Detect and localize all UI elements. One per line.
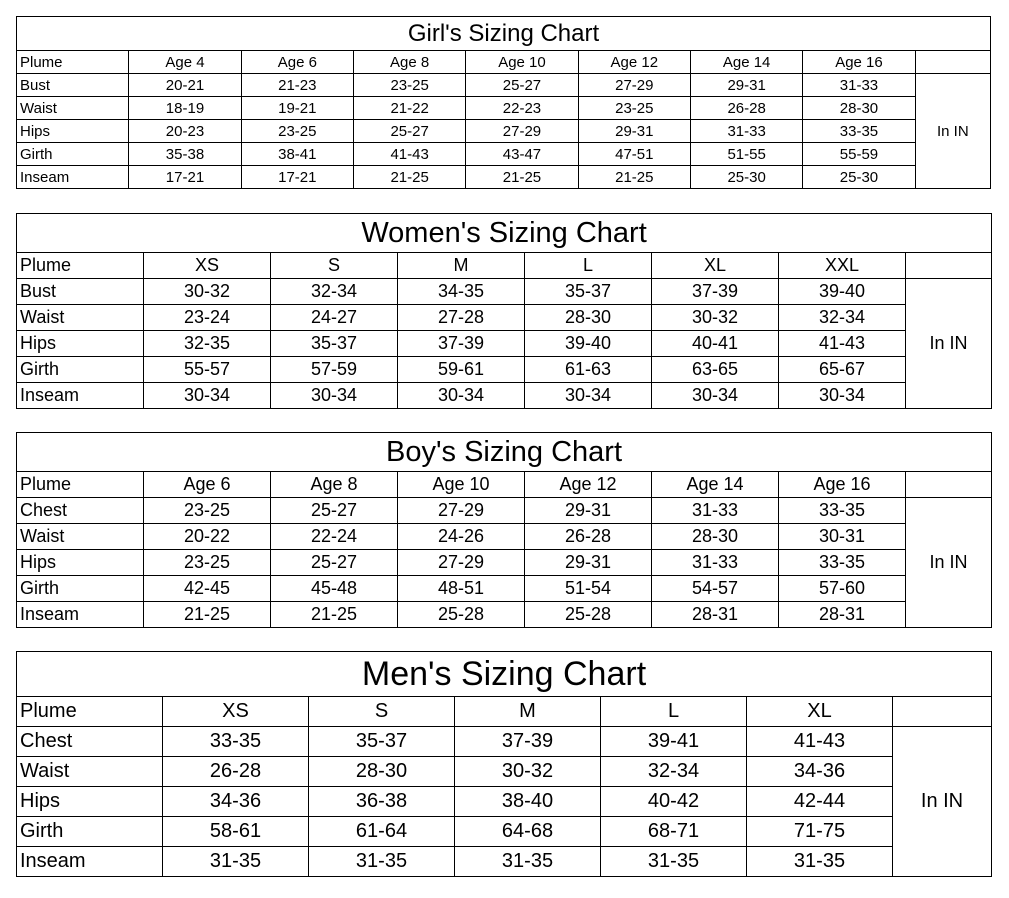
row-label: Girth <box>17 817 163 847</box>
size-value: 41-43 <box>747 727 893 757</box>
size-value: 25-27 <box>466 74 578 97</box>
size-value: 37-39 <box>398 331 525 357</box>
size-value: 32-35 <box>144 331 271 357</box>
size-value: 31-33 <box>652 550 779 576</box>
row-label: Waist <box>17 757 163 787</box>
size-value: 42-44 <box>747 787 893 817</box>
size-value: 32-34 <box>601 757 747 787</box>
header-row <box>17 697 992 727</box>
size-value: 48-51 <box>398 576 525 602</box>
size-header: Age 10 <box>398 472 525 498</box>
size-value: 64-68 <box>455 817 601 847</box>
size-value: 45-48 <box>271 576 398 602</box>
size-value: 27-28 <box>398 305 525 331</box>
womens-sizing-table <box>16 213 992 409</box>
size-value: 23-25 <box>353 74 465 97</box>
size-value: 25-30 <box>803 166 915 189</box>
size-value: 65-67 <box>779 357 906 383</box>
unit-label: In IN <box>906 279 992 409</box>
size-value: 37-39 <box>455 727 601 757</box>
size-value: 28-31 <box>779 602 906 628</box>
size-value: 23-25 <box>578 97 690 120</box>
size-value: 35-37 <box>309 727 455 757</box>
size-value: 61-64 <box>309 817 455 847</box>
size-value: 29-31 <box>690 74 802 97</box>
size-value: 33-35 <box>779 550 906 576</box>
table-row <box>17 847 992 877</box>
row-label: Inseam <box>17 166 129 189</box>
size-value: 30-34 <box>144 383 271 409</box>
table-row <box>17 120 991 143</box>
size-header: Age 14 <box>690 51 802 74</box>
size-value: 27-29 <box>466 120 578 143</box>
row-label: Girth <box>17 143 129 166</box>
size-value: 25-27 <box>353 120 465 143</box>
size-value: 31-35 <box>163 847 309 877</box>
size-value: 32-34 <box>779 305 906 331</box>
chart-title: Women's Sizing Chart <box>17 214 992 253</box>
size-value: 29-31 <box>525 498 652 524</box>
size-value: 61-63 <box>525 357 652 383</box>
size-value: 28-30 <box>309 757 455 787</box>
size-value: 29-31 <box>525 550 652 576</box>
size-value: 23-25 <box>144 498 271 524</box>
table-row <box>17 331 992 357</box>
size-value: 38-41 <box>241 143 353 166</box>
size-value: 24-27 <box>271 305 398 331</box>
size-value: 30-32 <box>144 279 271 305</box>
table-row <box>17 279 992 305</box>
size-value: 29-31 <box>578 120 690 143</box>
size-value: 68-71 <box>601 817 747 847</box>
size-header: L <box>525 253 652 279</box>
table-row <box>17 383 992 409</box>
size-value: 71-75 <box>747 817 893 847</box>
table-row <box>17 787 992 817</box>
size-value: 18-19 <box>129 97 241 120</box>
size-value: 34-36 <box>163 787 309 817</box>
size-value: 28-30 <box>803 97 915 120</box>
girls-sizing-table <box>16 16 991 189</box>
size-value: 40-41 <box>652 331 779 357</box>
size-header: Age 12 <box>525 472 652 498</box>
size-value: 28-30 <box>525 305 652 331</box>
size-header: XXL <box>779 253 906 279</box>
chart-title: Men's Sizing Chart <box>17 652 992 697</box>
size-value: 30-34 <box>779 383 906 409</box>
size-header: XL <box>747 697 893 727</box>
row-label: Girth <box>17 576 144 602</box>
table-row <box>17 357 992 383</box>
size-header: Age 16 <box>803 51 915 74</box>
measure-header: Plume <box>17 697 163 727</box>
row-label: Hips <box>17 787 163 817</box>
row-label: Hips <box>17 120 129 143</box>
size-header: Age 8 <box>353 51 465 74</box>
table-row <box>17 727 992 757</box>
size-value: 27-29 <box>398 498 525 524</box>
table-row <box>17 576 992 602</box>
size-value: 59-61 <box>398 357 525 383</box>
table-row <box>17 305 992 331</box>
size-header: XS <box>163 697 309 727</box>
size-value: 57-60 <box>779 576 906 602</box>
table-row <box>17 74 991 97</box>
row-label: Chest <box>17 727 163 757</box>
size-value: 24-26 <box>398 524 525 550</box>
size-value: 20-23 <box>129 120 241 143</box>
header-row <box>17 472 992 498</box>
size-value: 17-21 <box>241 166 353 189</box>
size-value: 27-29 <box>398 550 525 576</box>
size-value: 63-65 <box>652 357 779 383</box>
size-value: 39-40 <box>779 279 906 305</box>
size-header: Age 10 <box>466 51 578 74</box>
measure-header: Plume <box>17 253 144 279</box>
size-value: 21-23 <box>241 74 353 97</box>
size-value: 26-28 <box>690 97 802 120</box>
title-row <box>17 214 992 253</box>
size-value: 33-35 <box>803 120 915 143</box>
size-value: 30-34 <box>652 383 779 409</box>
size-value: 51-55 <box>690 143 802 166</box>
row-label: Chest <box>17 498 144 524</box>
size-value: 33-35 <box>779 498 906 524</box>
size-value: 51-54 <box>525 576 652 602</box>
size-value: 34-35 <box>398 279 525 305</box>
size-value: 30-34 <box>271 383 398 409</box>
size-value: 25-30 <box>690 166 802 189</box>
row-label: Waist <box>17 97 129 120</box>
size-value: 30-34 <box>398 383 525 409</box>
table-row <box>17 498 992 524</box>
size-value: 33-35 <box>163 727 309 757</box>
size-value: 21-25 <box>271 602 398 628</box>
table-row <box>17 143 991 166</box>
size-value: 21-22 <box>353 97 465 120</box>
table-row <box>17 817 992 847</box>
header-row <box>17 51 991 74</box>
row-label: Waist <box>17 524 144 550</box>
size-value: 35-38 <box>129 143 241 166</box>
size-header: Age 6 <box>144 472 271 498</box>
header-row <box>17 253 992 279</box>
size-value: 23-24 <box>144 305 271 331</box>
size-value: 21-25 <box>353 166 465 189</box>
title-row <box>17 17 991 51</box>
row-label: Waist <box>17 305 144 331</box>
table-row <box>17 757 992 787</box>
size-value: 41-43 <box>779 331 906 357</box>
size-value: 25-27 <box>271 550 398 576</box>
size-value: 31-33 <box>803 74 915 97</box>
size-value: 30-31 <box>779 524 906 550</box>
size-header: Age 4 <box>129 51 241 74</box>
chart-title: Boy's Sizing Chart <box>17 433 992 472</box>
blank-header-cell <box>893 697 992 727</box>
size-value: 36-38 <box>309 787 455 817</box>
size-value: 31-35 <box>601 847 747 877</box>
size-value: 31-33 <box>652 498 779 524</box>
size-value: 40-42 <box>601 787 747 817</box>
size-value: 23-25 <box>144 550 271 576</box>
size-value: 31-35 <box>455 847 601 877</box>
size-value: 34-36 <box>747 757 893 787</box>
size-header: Age 6 <box>241 51 353 74</box>
measure-header: Plume <box>17 51 129 74</box>
table-row <box>17 550 992 576</box>
unit-label: In IN <box>906 498 992 628</box>
size-value: 23-25 <box>241 120 353 143</box>
size-value: 27-29 <box>578 74 690 97</box>
size-value: 55-57 <box>144 357 271 383</box>
size-header: XL <box>652 253 779 279</box>
size-value: 26-28 <box>163 757 309 787</box>
size-header: Age 12 <box>578 51 690 74</box>
row-label: Inseam <box>17 602 144 628</box>
size-value: 25-28 <box>525 602 652 628</box>
size-value: 20-22 <box>144 524 271 550</box>
row-label: Inseam <box>17 383 144 409</box>
row-label: Hips <box>17 331 144 357</box>
size-value: 31-35 <box>309 847 455 877</box>
size-value: 30-34 <box>525 383 652 409</box>
size-value: 31-33 <box>690 120 802 143</box>
size-value: 17-21 <box>129 166 241 189</box>
blank-header-cell <box>915 51 990 74</box>
size-value: 38-40 <box>455 787 601 817</box>
chart-title: Girl's Sizing Chart <box>17 17 991 51</box>
size-header: Age 16 <box>779 472 906 498</box>
size-value: 28-31 <box>652 602 779 628</box>
size-value: 21-25 <box>144 602 271 628</box>
size-header: M <box>455 697 601 727</box>
table-row <box>17 602 992 628</box>
title-row <box>17 652 992 697</box>
size-value: 22-24 <box>271 524 398 550</box>
row-label: Hips <box>17 550 144 576</box>
size-value: 19-21 <box>241 97 353 120</box>
size-value: 28-30 <box>652 524 779 550</box>
blank-header-cell <box>906 472 992 498</box>
row-label: Girth <box>17 357 144 383</box>
size-value: 20-21 <box>129 74 241 97</box>
size-header: Age 8 <box>271 472 398 498</box>
size-value: 32-34 <box>271 279 398 305</box>
table-row <box>17 524 992 550</box>
size-value: 30-32 <box>652 305 779 331</box>
size-value: 21-25 <box>578 166 690 189</box>
size-value: 21-25 <box>466 166 578 189</box>
size-value: 54-57 <box>652 576 779 602</box>
size-header: Age 14 <box>652 472 779 498</box>
size-header: S <box>309 697 455 727</box>
size-value: 30-32 <box>455 757 601 787</box>
row-label: Inseam <box>17 847 163 877</box>
size-value: 39-40 <box>525 331 652 357</box>
unit-label: In IN <box>915 74 990 189</box>
table-row <box>17 166 991 189</box>
size-value: 39-41 <box>601 727 747 757</box>
blank-header-cell <box>906 253 992 279</box>
size-header: L <box>601 697 747 727</box>
size-value: 37-39 <box>652 279 779 305</box>
size-value: 25-28 <box>398 602 525 628</box>
boys-sizing-table <box>16 432 992 628</box>
size-value: 22-23 <box>466 97 578 120</box>
size-value: 42-45 <box>144 576 271 602</box>
size-value: 57-59 <box>271 357 398 383</box>
size-value: 35-37 <box>271 331 398 357</box>
size-value: 47-51 <box>578 143 690 166</box>
size-value: 25-27 <box>271 498 398 524</box>
size-value: 58-61 <box>163 817 309 847</box>
measure-header: Plume <box>17 472 144 498</box>
mens-sizing-table <box>16 651 992 877</box>
table-row <box>17 97 991 120</box>
unit-label: In IN <box>893 727 992 877</box>
row-label: Bust <box>17 74 129 97</box>
size-header: S <box>271 253 398 279</box>
size-value: 26-28 <box>525 524 652 550</box>
title-row <box>17 433 992 472</box>
size-header: M <box>398 253 525 279</box>
size-value: 55-59 <box>803 143 915 166</box>
size-value: 43-47 <box>466 143 578 166</box>
size-value: 31-35 <box>747 847 893 877</box>
row-label: Bust <box>17 279 144 305</box>
size-header: XS <box>144 253 271 279</box>
size-value: 41-43 <box>353 143 465 166</box>
size-value: 35-37 <box>525 279 652 305</box>
